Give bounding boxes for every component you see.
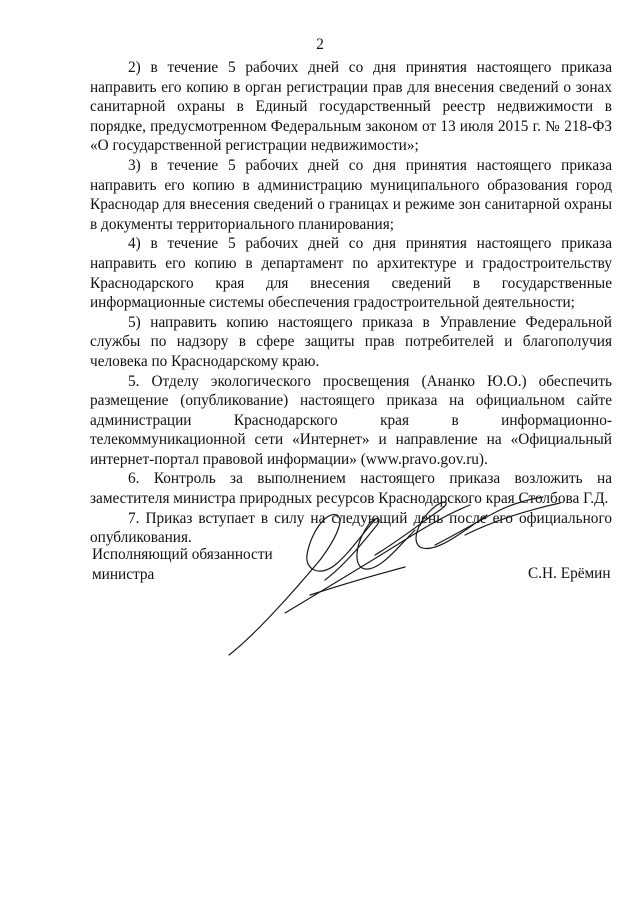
paragraph-item-3: 3) в течение 5 рабочих дней со дня принятия настоящего приказа направить его копию в администрацию муниципального образования город Краснодар для внесения сведений о границах и режиме зон санитарной охраны в документы территориального планирования; [90,156,612,233]
document-body [90,58,612,548]
handwritten-signature [225,495,565,665]
signatory-name: С.Н. Ерёмин [528,565,611,582]
paragraph-item-2: 2) в течение 5 рабочих дней со дня принятия настоящего приказа направить его копию в орган регистрации прав для внесения сведений о зонах санитарной охраны в Единый государственный реестр недвижимости в порядке, предусмотренном Федеральным законом от 13 июля 2015 г. № 218-ФЗ «О государственной регистрации недвижимости»; [90,59,612,155]
paragraph-item-4: 4) в течение 5 рабочих дней со дня принятия настоящего приказа направить его копию в департамент по архитектуре и градостроительству Краснодарского края для внесения сведений в государственные информационные системы обеспечения градостроительной деятельности; [90,235,612,312]
signatory-title-line1: Исполняющий обязанности [92,546,273,563]
paragraph-section-6: 6. Контроль за выполнением настоящего приказа возложить на заместителя министра природных ресурсов Краснодарского края Столбова Г.Д. [90,470,612,508]
paragraph-section-5: 5. Отделу экологического просвещения (Ананко Ю.О.) обеспечить размещение (опубликование) настоящего приказа на официальном сайте администрации Краснодарского края в информационно-телекоммуникационной сети «Интернет» и направление на «Официальный интернет-портал правовой информации» (www.pravo.gov.ru). [90,372,612,468]
paragraph-item-5: 5) направить копию настоящего приказа в Управление Федеральной службы по надзору в сфере защиты прав потребителей и благополучия человека по Краснодарскому краю. [90,313,612,370]
paragraph-section-7: 7. Приказ вступает в силу на следующий день после его официального опубликования. [90,509,612,547]
signatory-title-line2: министра [92,565,155,583]
page-number: 2 [316,36,324,53]
